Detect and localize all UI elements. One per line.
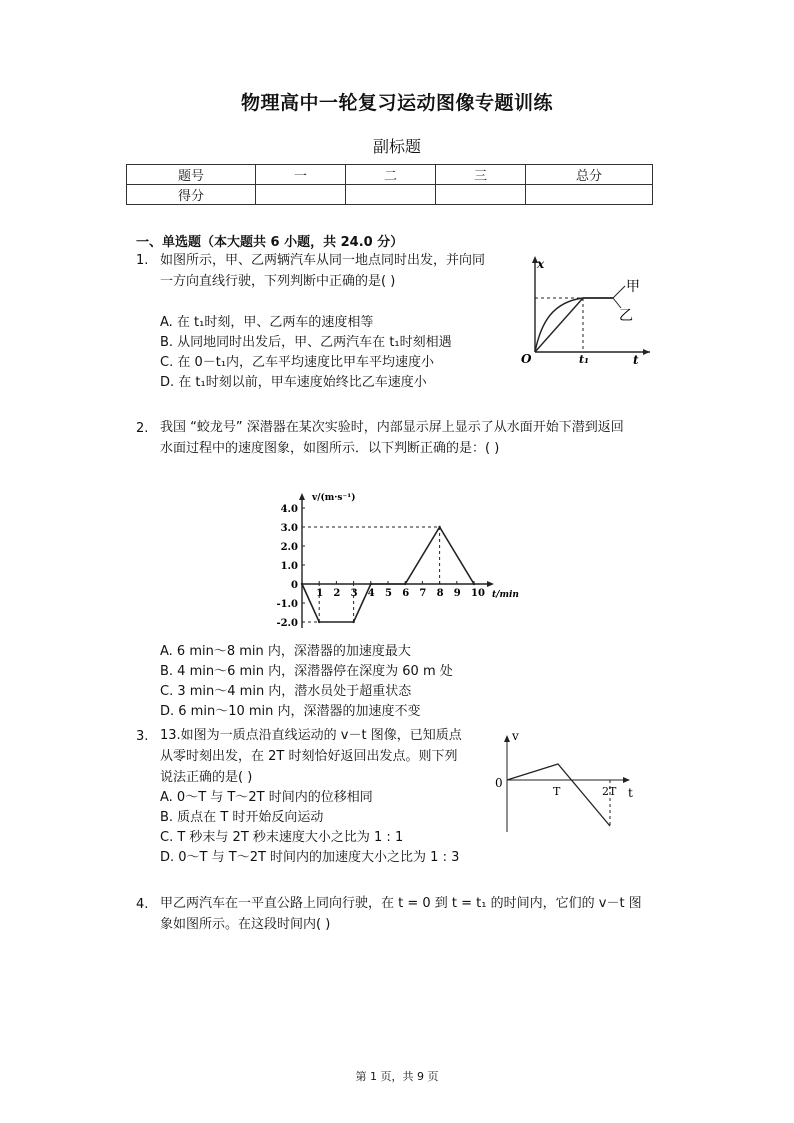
option-a: A. 6 min～8 min 内，深潜器的加速度最大	[160, 644, 411, 659]
question-text	[160, 725, 462, 788]
origin-label: O	[521, 352, 532, 365]
label-leader-jia	[613, 286, 625, 298]
chart-x-axis-arrow	[487, 581, 494, 587]
option-b: B. 4 min～6 min 内，深潜器停在深度为 60 m 处	[160, 664, 453, 679]
chart-point	[318, 621, 320, 623]
question-number: 3.	[136, 729, 149, 744]
option-c: C. 在 0－t₁内，乙车平均速度比甲车平均速度小	[160, 355, 435, 370]
chart-x-tick-label: 9	[453, 588, 461, 599]
chart-point	[301, 583, 303, 585]
question-text	[160, 250, 485, 292]
chart-y-tick-label: -1.0	[276, 599, 298, 610]
y-axis-arrow	[504, 735, 510, 742]
score-header-cell: 二	[346, 165, 436, 185]
label-leader-yi	[613, 298, 621, 308]
chart-x-tick-label: 4	[367, 588, 375, 599]
document-subtitle: 副标题	[372, 137, 421, 156]
curve-label-yi: 乙	[619, 308, 633, 324]
chart-point	[370, 583, 372, 585]
chart-points	[301, 526, 475, 623]
score-header-cell: 总分	[526, 165, 653, 185]
chart-y-tick-label: 0	[291, 580, 298, 591]
curve-label-jia: 甲	[626, 279, 640, 295]
option-a: A. 0～T 与 T～2T 时间内的位移相同	[160, 790, 373, 805]
chart-y-tick-label: 4.0	[280, 504, 298, 515]
chart-guides	[302, 527, 440, 622]
question-text	[160, 417, 624, 459]
question-text-line: 一方向直线行驶，下列判断中正确的是( )	[160, 274, 396, 289]
question-text-line: 甲乙两汽车在一平直公路上同向行驶，在 t = 0 到 t = t₁ 的时间内，它们的 v－t 图	[160, 896, 642, 911]
x-axis-arrow	[623, 777, 630, 783]
x-axis-arrow	[643, 349, 650, 355]
chart-x-tick-label: 10	[471, 588, 485, 599]
score-cell[interactable]	[346, 185, 436, 205]
chart-point	[438, 526, 440, 528]
option-b: B. 从同地同时出发后，甲、乙两汽车在 t₁时刻相遇	[160, 335, 452, 350]
score-cell[interactable]	[256, 185, 346, 205]
question-options	[160, 642, 453, 722]
question-number: 2.	[136, 421, 149, 436]
chart-x-tick-label: 5	[385, 588, 392, 599]
curve-jia	[535, 298, 613, 352]
t1-tick-label: t₁	[579, 353, 589, 365]
chart-y-tick-label: 2.0	[280, 542, 298, 553]
question-text-line: 水面过程中的速度图象，如图所示．以下判断正确的是：( )	[160, 441, 500, 456]
chart-y-axis-arrow	[299, 493, 305, 500]
option-d: D. 0～T 与 T～2T 时间内的加速度大小之比为 1 : 3	[160, 850, 460, 865]
option-a: A. 在 t₁时刻，甲、乙两车的速度相等	[160, 315, 374, 330]
question-options	[160, 788, 459, 868]
option-c: C. T 秒末与 2T 秒末速度大小之比为 1 : 1	[160, 830, 404, 845]
q1-xt-graph	[515, 250, 655, 365]
score-header-cell: 题号	[127, 165, 256, 185]
chart-ticks	[276, 504, 485, 629]
score-table-header-row	[127, 165, 653, 185]
score-header-cell: 三	[436, 165, 526, 185]
question-number: 1.	[136, 253, 149, 268]
y-axis-label: v	[512, 729, 519, 743]
option-b: B. 质点在 T 时开始反向运动	[160, 810, 324, 825]
score-table	[126, 164, 653, 205]
question-text	[160, 893, 642, 935]
y-axis-label: x	[537, 257, 545, 271]
question-text-line: 说法正确的是( )	[160, 770, 253, 785]
chart-y-tick-label: 3.0	[280, 523, 298, 534]
section-heading: 一、单选题（本大题共 6 小题，共 24.0 分）	[136, 235, 404, 250]
score-table-score-row	[127, 185, 653, 205]
chart-x-label: t/min	[492, 590, 519, 600]
q3-vt-graph	[492, 728, 642, 838]
question-text-line: 象如图所示。在这段时间内( )	[160, 917, 331, 932]
question-text-line: 13.如图为一质点沿直线运动的 v－t 图像，已知质点	[160, 728, 462, 743]
chart-x-tick-label: 3	[350, 588, 358, 599]
question-number: 4.	[136, 897, 149, 912]
chart-x-tick-label: 1	[316, 588, 324, 599]
option-d: D. 6 min～10 min 内，深潜器的加速度不变	[160, 704, 421, 719]
score-row-label: 得分	[127, 185, 256, 205]
chart-point	[473, 583, 475, 585]
chart-point	[352, 621, 354, 623]
page-footer: 第 1 页，共 9 页	[355, 1070, 439, 1083]
chart-point	[404, 583, 406, 585]
option-d: D. 在 t₁时刻以前，甲车速度始终比乙车速度小	[160, 375, 427, 390]
question-text-line: 从零时刻出发，在 2T 时刻恰好返回出发点。则下列	[160, 749, 458, 764]
chart-y-tick-label: 1.0	[280, 561, 298, 572]
chart-series-line	[302, 527, 474, 622]
question-text-line: 我国 “蛟龙号” 深潜器在某次实验时，内部显示屏上显示了从水面开始下潜到返回	[160, 420, 624, 435]
chart-x-tick-label: 7	[419, 588, 427, 599]
chart-y-tick-label: -2.0	[276, 618, 298, 629]
score-header-cell: 一	[256, 165, 346, 185]
chart-x-tick-label: 6	[402, 588, 410, 599]
document-title: 物理高中一轮复习运动图像专题训练	[240, 92, 553, 114]
chart-y-label: v/(m·s⁻¹)	[312, 493, 356, 503]
score-cell[interactable]	[436, 185, 526, 205]
x-axis-label: t	[628, 786, 633, 800]
q2-vt-chart	[270, 488, 525, 638]
x-axis-label: t	[633, 353, 639, 365]
chart-x-tick-label: 8	[436, 588, 444, 599]
score-cell[interactable]	[526, 185, 653, 205]
origin-label: 0	[495, 776, 503, 790]
tick-2T: 2T	[602, 785, 617, 798]
question-text-line: 如图所示，甲、乙两辆汽车从同一地点同时出发，并向同	[160, 253, 486, 268]
tick-T: T	[553, 785, 561, 798]
chart-x-tick-label: 2	[333, 588, 341, 599]
question-options	[160, 313, 452, 393]
option-c: C. 3 min～4 min 内，潜水员处于超重状态	[160, 684, 412, 699]
